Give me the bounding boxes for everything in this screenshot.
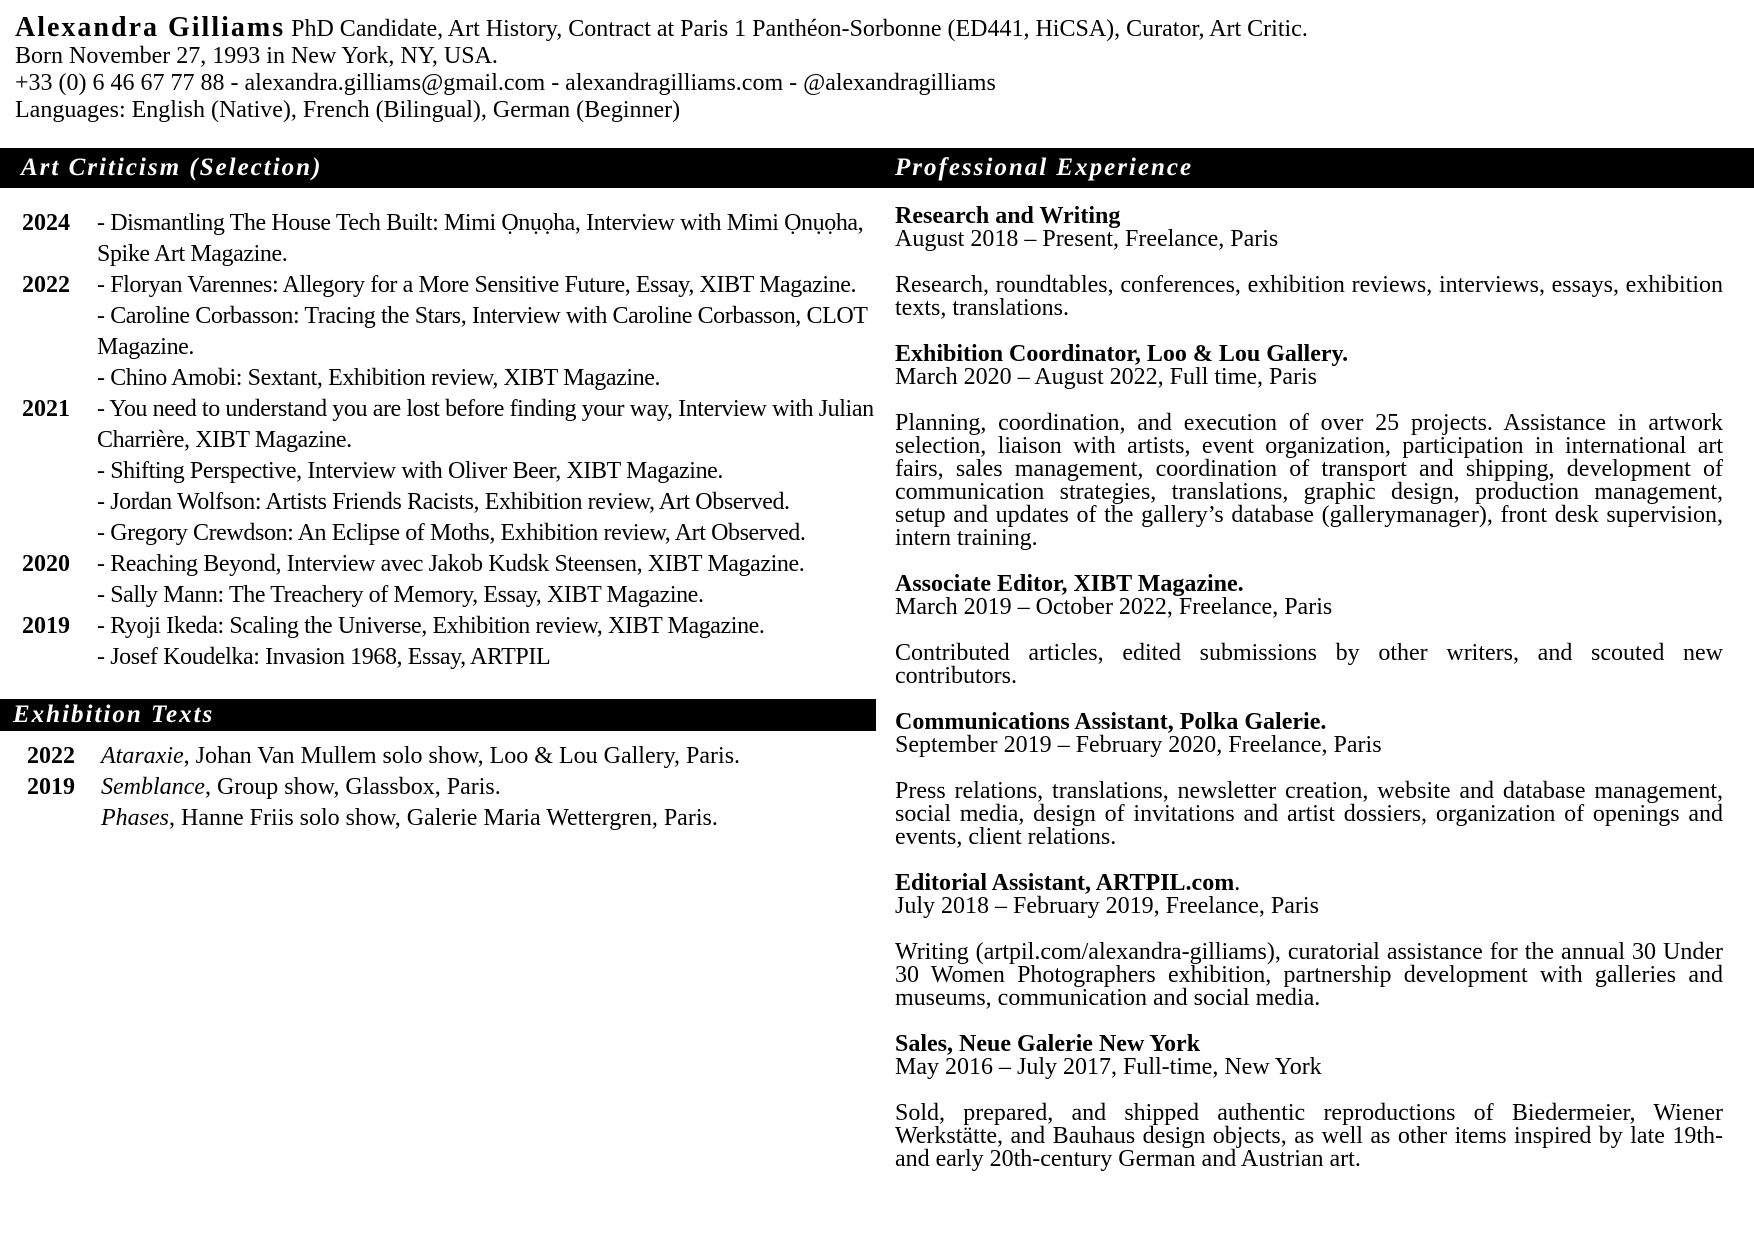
experience-entry xyxy=(895,573,1723,688)
list-item xyxy=(22,270,882,301)
job-title xyxy=(895,711,1723,734)
job-description: Press relations, translations, newsletter creation, website and database management, social media, design of invitations and artist dossiers, organization of openings and events, client relations. xyxy=(895,778,1723,850)
item-text: - Jordan Wolfson: Artists Friends Racists, Exhibition review, Art Observed. xyxy=(97,489,790,515)
section-header-exhibition-texts: Exhibition Texts xyxy=(0,699,876,731)
list-item xyxy=(22,580,882,611)
exhibition-details: , Hanne Friis solo show, Galerie Maria Wettergren, Paris. xyxy=(169,805,718,831)
job-title-text: Research and Writing xyxy=(895,203,1121,229)
job-title-text: Sales, Neue Galerie New York xyxy=(895,1031,1201,1057)
item-year xyxy=(22,363,97,394)
experience-entry xyxy=(895,872,1723,1010)
item-year xyxy=(27,803,101,834)
exhibition-details: , Group show, Glassbox, Paris. xyxy=(204,774,501,800)
list-item xyxy=(27,772,867,803)
section-header-art-criticism: Art Criticism (Selection) xyxy=(0,148,876,188)
item-text: - Floryan Varennes: Allegory for a More Sensitive Future, Essay, XIBT Magazine. xyxy=(97,272,857,298)
contact-info: +33 (0) 6 46 67 77 88 - alexandra.gilliams@gmail.com - alexandragilliams.com - @alexandragilliams xyxy=(15,70,996,96)
art-criticism-list xyxy=(22,208,882,673)
item-text xyxy=(101,803,867,834)
item-text: - Josef Koudelka: Invasion 1968, Essay, ARTPIL xyxy=(97,644,551,670)
item-year xyxy=(22,518,97,549)
item-text: - Dismantling The House Tech Built: Mimi Ọnụọha, Interview with Mimi Ọnụọha, Spike Art Magazine. xyxy=(97,210,864,267)
job-title xyxy=(895,343,1723,366)
list-item xyxy=(22,456,882,487)
item-year xyxy=(22,456,97,487)
experience-entry xyxy=(895,205,1723,320)
exhibition-title: Phases xyxy=(101,805,169,831)
item-year xyxy=(22,487,97,518)
job-description: Planning, coordination, and execution of over 25 projects. Assistance in artwork selection, liaison with artists, event organization, participation in international art fairs, sales management, coordination of transport and shipping, development of communication strategies, translations, graphic design, production management, setup and updates of the gallery’s database (gallerymanager), front desk supervision, intern training. xyxy=(895,410,1723,551)
item-text: - Gregory Crewdson: An Eclipse of Moths, Exhibition review, Art Observed. xyxy=(97,520,806,546)
exhibition-texts-list xyxy=(27,741,867,834)
list-item xyxy=(27,803,867,834)
exhibition-title: Semblance xyxy=(101,774,205,800)
job-title xyxy=(895,1033,1723,1056)
cv-header xyxy=(15,14,1715,124)
list-item xyxy=(22,611,882,642)
item-text xyxy=(101,741,867,772)
exhibition-details: , Johan Van Mullem solo show, Loo & Lou Gallery, Paris. xyxy=(183,743,741,769)
list-item xyxy=(22,487,882,518)
experience-entry xyxy=(895,711,1723,849)
header-line-1 xyxy=(15,14,1715,43)
item-year xyxy=(22,580,97,611)
professional-experience-list xyxy=(895,205,1723,1194)
list-item xyxy=(22,363,882,394)
item-text: - Caroline Corbasson: Tracing the Stars, Interview with Caroline Corbasson, CLOT Magazine. xyxy=(97,303,868,360)
job-title-text: Communications Assistant, Polka Galerie. xyxy=(895,709,1327,735)
item-year: 2022 xyxy=(22,272,70,298)
item-year xyxy=(22,642,97,673)
job-meta: March 2019 – October 2022, Freelance, Paris xyxy=(895,594,1333,620)
section-header-professional-experience: Professional Experience xyxy=(876,148,1754,188)
job-meta: August 2018 – Present, Freelance, Paris xyxy=(895,226,1279,252)
job-title-suffix: . xyxy=(1234,870,1241,896)
list-item xyxy=(22,642,882,673)
experience-entry xyxy=(895,1033,1723,1171)
job-meta: March 2020 – August 2022, Full time, Paris xyxy=(895,364,1317,390)
languages-info: Languages: English (Native), French (Bilingual), German (Beginner) xyxy=(15,97,681,123)
item-year xyxy=(22,301,97,363)
item-text: - Ryoji Ikeda: Scaling the Universe, Exhibition review, XIBT Magazine. xyxy=(97,613,765,639)
job-description: Writing (artpil.com/alexandra-gilliams), curatorial assistance for the annual 30 Under 30 Women Photographers exhibition, partnership development with galleries and museums, communication and social media. xyxy=(895,939,1723,1011)
list-item xyxy=(27,741,867,772)
item-text: - You need to understand you are lost before finding your way, Interview with Julian Charrière, XIBT Magazine. xyxy=(97,396,874,453)
job-title xyxy=(895,573,1723,596)
item-year: 2019 xyxy=(27,774,75,800)
list-item xyxy=(22,518,882,549)
job-title xyxy=(895,872,1723,895)
list-item xyxy=(22,394,882,456)
item-year: 2021 xyxy=(22,396,70,422)
item-year: 2020 xyxy=(22,551,70,577)
job-title-text: Associate Editor, XIBT Magazine. xyxy=(895,571,1244,597)
person-name: Alexandra Gilliams xyxy=(15,12,286,43)
item-text: - Reaching Beyond, Interview avec Jakob Kudsk Steensen, XIBT Magazine. xyxy=(97,551,805,577)
item-year: 2024 xyxy=(22,210,70,236)
item-year: 2019 xyxy=(22,613,70,639)
exhibition-title: Ataraxie xyxy=(101,743,184,769)
job-title-text: Exhibition Coordinator, Loo & Lou Gallery. xyxy=(895,341,1349,367)
item-text: - Shifting Perspective, Interview with Oliver Beer, XIBT Magazine. xyxy=(97,458,724,484)
person-title: PhD Candidate, Art History, Contract at Paris 1 Panthéon-Sorbonne (ED441, HiCSA), Curator, Art Critic. xyxy=(291,16,1308,42)
list-item xyxy=(22,549,882,580)
job-meta: May 2016 – July 2017, Full-time, New York xyxy=(895,1054,1322,1080)
item-text: - Chino Amobi: Sextant, Exhibition review, XIBT Magazine. xyxy=(97,365,661,391)
item-text: - Sally Mann: The Treachery of Memory, Essay, XIBT Magazine. xyxy=(97,582,704,608)
item-year: 2022 xyxy=(27,743,75,769)
birth-info: Born November 27, 1993 in New York, NY, USA. xyxy=(15,43,498,69)
experience-entry xyxy=(895,343,1723,550)
job-meta: July 2018 – February 2019, Freelance, Paris xyxy=(895,893,1319,919)
list-item xyxy=(22,301,882,363)
job-description: Research, roundtables, conferences, exhibition reviews, interviews, essays, exhibition texts, translations. xyxy=(895,272,1723,321)
job-description: Contributed articles, edited submissions by other writers, and scouted new contributors. xyxy=(895,640,1723,689)
job-title xyxy=(895,205,1723,228)
job-meta: September 2019 – February 2020, Freelance, Paris xyxy=(895,732,1382,758)
item-text xyxy=(101,772,867,803)
job-description: Sold, prepared, and shipped authentic reproductions of Biedermeier, Wiener Werkstätte, and Bauhaus design objects, as well as other items inspired by late 19th- and early 20th-century German and Austrian art. xyxy=(895,1100,1723,1172)
job-title-text: Editorial Assistant, ARTPIL.com xyxy=(895,870,1235,896)
list-item xyxy=(22,208,882,270)
